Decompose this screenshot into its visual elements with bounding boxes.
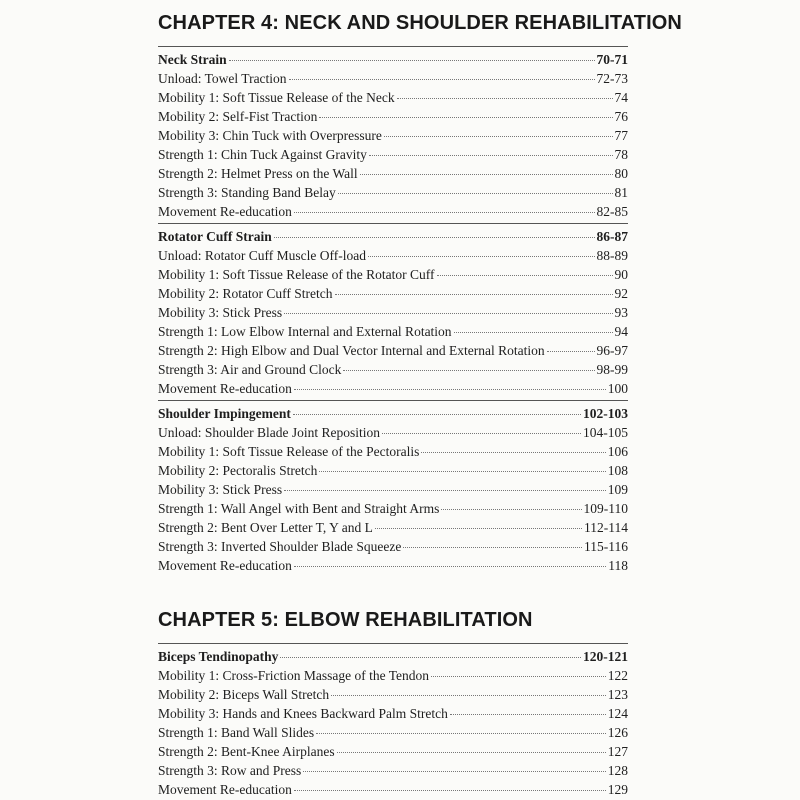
dot-leader	[337, 752, 606, 753]
entry-page-number: 74	[614, 90, 628, 105]
entry-page-number: 106	[607, 444, 628, 459]
entry-label: Movement Re-education	[158, 558, 292, 573]
dot-leader	[421, 452, 605, 453]
entry-label: Strength 1: Low Elbow Internal and External Rotation	[158, 324, 452, 339]
toc-entry	[158, 145, 628, 164]
toc-entry	[158, 246, 628, 265]
toc-entry	[158, 360, 628, 379]
toc-entry	[158, 164, 628, 183]
toc-entry	[158, 666, 628, 685]
toc-entry	[158, 742, 628, 761]
dot-leader	[382, 433, 581, 434]
entry-label: Mobility 1: Soft Tissue Release of the Rotator Cuff	[158, 267, 435, 282]
dot-leader	[441, 509, 581, 510]
dot-leader	[335, 294, 613, 295]
dot-leader	[319, 117, 612, 118]
section-page-range: 70-71	[596, 52, 628, 67]
section-group	[158, 400, 628, 575]
toc-entry	[158, 379, 628, 398]
toc-entry	[158, 556, 628, 575]
dot-leader	[450, 714, 606, 715]
dot-leader	[280, 657, 581, 658]
entry-page-number: 109	[607, 482, 628, 497]
section-heading-row	[158, 227, 628, 246]
dot-leader	[293, 414, 581, 415]
entry-label: Unload: Shoulder Blade Joint Reposition	[158, 425, 380, 440]
chapter	[158, 10, 682, 575]
toc-entry	[158, 761, 628, 780]
dot-leader	[294, 790, 606, 791]
entry-page-number: 122	[607, 668, 628, 683]
entry-page-number: 112-114	[584, 520, 628, 535]
dot-leader	[403, 547, 582, 548]
entry-label: Mobility 3: Hands and Knees Backward Palm Stretch	[158, 706, 448, 721]
dot-leader	[343, 370, 594, 371]
entry-label: Movement Re-education	[158, 782, 292, 797]
toc-entry	[158, 265, 628, 284]
entry-page-number: 123	[607, 687, 628, 702]
entry-label: Mobility 2: Rotator Cuff Stretch	[158, 286, 333, 301]
entry-page-number: 127	[607, 744, 628, 759]
toc-entry	[158, 284, 628, 303]
entry-page-number: 90	[614, 267, 628, 282]
dot-leader	[289, 79, 595, 80]
section-heading-label: Biceps Tendinopathy	[158, 649, 279, 664]
entry-label: Unload: Rotator Cuff Muscle Off-load	[158, 248, 366, 263]
dot-leader	[384, 136, 613, 137]
entry-page-number: 76	[614, 109, 628, 124]
entry-page-number: 128	[607, 763, 628, 778]
toc-entry	[158, 480, 628, 499]
dot-leader	[229, 60, 595, 61]
dot-leader	[431, 676, 606, 677]
entry-label: Strength 2: Bent Over Letter T, Y and L	[158, 520, 373, 535]
toc-entry	[158, 442, 628, 461]
section-heading-row	[158, 647, 628, 666]
toc-entry	[158, 88, 628, 107]
entry-label: Movement Re-education	[158, 381, 292, 396]
entry-page-number: 96-97	[596, 343, 628, 358]
dot-leader	[547, 351, 595, 352]
dot-leader	[284, 313, 612, 314]
toc-entry	[158, 341, 628, 360]
entry-page-number: 82-85	[596, 204, 628, 219]
dot-leader	[294, 389, 606, 390]
toc-entry	[158, 126, 628, 145]
toc-entry	[158, 780, 628, 799]
toc-entry	[158, 322, 628, 341]
entry-page-number: 98-99	[596, 362, 628, 377]
entry-label: Strength 2: Bent-Knee Airplanes	[158, 744, 335, 759]
entry-label: Strength 3: Row and Press	[158, 763, 302, 778]
toc-entry	[158, 685, 628, 704]
toc-entry	[158, 69, 628, 88]
entry-label: Mobility 3: Stick Press	[158, 482, 283, 497]
entry-label: Mobility 2: Pectoralis Stretch	[158, 463, 318, 478]
chapter-title: CHAPTER 5: ELBOW REHABILITATION	[158, 609, 533, 631]
section-group	[158, 46, 628, 221]
entry-page-number: 80	[614, 166, 628, 181]
section-heading-label: Neck Strain	[158, 52, 227, 67]
dot-leader	[368, 256, 595, 257]
entry-label: Movement Re-education	[158, 204, 292, 219]
dot-leader	[375, 528, 582, 529]
dot-leader	[360, 174, 613, 175]
dot-leader	[331, 695, 606, 696]
dot-leader	[316, 733, 606, 734]
chapter-title: CHAPTER 4: NECK AND SHOULDER REHABILITATION	[158, 12, 682, 34]
dot-leader	[294, 212, 595, 213]
entry-page-number: 88-89	[596, 248, 628, 263]
toc-entry	[158, 518, 628, 537]
entry-label: Mobility 3: Chin Tuck with Overpressure	[158, 128, 382, 143]
section-heading-label: Rotator Cuff Strain	[158, 229, 272, 244]
toc-entry	[158, 183, 628, 202]
entry-label: Mobility 3: Stick Press	[158, 305, 283, 320]
entry-label: Strength 3: Standing Band Belay	[158, 185, 336, 200]
entry-label: Strength 2: High Elbow and Dual Vector Internal and External Rotation	[158, 343, 545, 358]
entry-page-number: 129	[607, 782, 628, 797]
entry-label: Unload: Towel Traction	[158, 71, 287, 86]
section-page-range: 86-87	[596, 229, 628, 244]
entry-page-number: 126	[607, 725, 628, 740]
dot-leader	[294, 566, 606, 567]
chapter	[158, 607, 628, 799]
entry-page-number: 77	[614, 128, 628, 143]
section-heading-row	[158, 404, 628, 423]
entry-label: Strength 2: Helmet Press on the Wall	[158, 166, 358, 181]
entry-page-number: 104-105	[583, 425, 628, 440]
toc-entry	[158, 202, 628, 221]
section-group	[158, 223, 628, 398]
toc-entry	[158, 537, 628, 556]
entry-label: Mobility 2: Biceps Wall Stretch	[158, 687, 330, 702]
entry-page-number: 78	[614, 147, 628, 162]
dot-leader	[454, 332, 613, 333]
toc-entry	[158, 704, 628, 723]
section-heading-row	[158, 50, 628, 69]
entry-label: Strength 1: Band Wall Slides	[158, 725, 315, 740]
toc-entry	[158, 499, 628, 518]
entry-page-number: 108	[607, 463, 628, 478]
section-group	[158, 643, 628, 799]
entry-page-number: 94	[614, 324, 628, 339]
dot-leader	[369, 155, 613, 156]
entry-page-number: 124	[607, 706, 628, 721]
toc-entry	[158, 303, 628, 322]
entry-label: Strength 3: Inverted Shoulder Blade Squeeze	[158, 539, 402, 554]
entry-label: Mobility 2: Self-Fist Traction	[158, 109, 318, 124]
toc-entry	[158, 423, 628, 442]
table-of-contents	[158, 10, 800, 799]
entry-label: Mobility 1: Cross-Friction Massage of the Tendon	[158, 668, 430, 683]
section-page-range: 102-103	[583, 406, 628, 421]
dot-leader	[338, 193, 613, 194]
entry-label: Strength 1: Wall Angel with Bent and Straight Arms	[158, 501, 440, 516]
entry-label: Mobility 1: Soft Tissue Release of the Pectoralis	[158, 444, 420, 459]
dot-leader	[397, 98, 613, 99]
entry-page-number: 115-116	[584, 539, 628, 554]
toc-entry	[158, 461, 628, 480]
entry-page-number: 81	[614, 185, 628, 200]
entry-label: Strength 1: Chin Tuck Against Gravity	[158, 147, 367, 162]
dot-leader	[437, 275, 613, 276]
entry-label: Strength 3: Air and Ground Clock	[158, 362, 342, 377]
entry-page-number: 93	[614, 305, 628, 320]
section-page-range: 120-121	[583, 649, 628, 664]
entry-page-number: 92	[614, 286, 628, 301]
dot-leader	[274, 237, 595, 238]
entry-label: Mobility 1: Soft Tissue Release of the Neck	[158, 90, 395, 105]
entry-page-number: 72-73	[596, 71, 628, 86]
dot-leader	[284, 490, 606, 491]
dot-leader	[303, 771, 606, 772]
dot-leader	[319, 471, 605, 472]
entry-page-number: 100	[607, 381, 628, 396]
section-heading-label: Shoulder Impingement	[158, 406, 291, 421]
entry-page-number: 109-110	[583, 501, 628, 516]
entry-page-number: 118	[608, 558, 628, 573]
toc-entry	[158, 723, 628, 742]
toc-entry	[158, 107, 628, 126]
